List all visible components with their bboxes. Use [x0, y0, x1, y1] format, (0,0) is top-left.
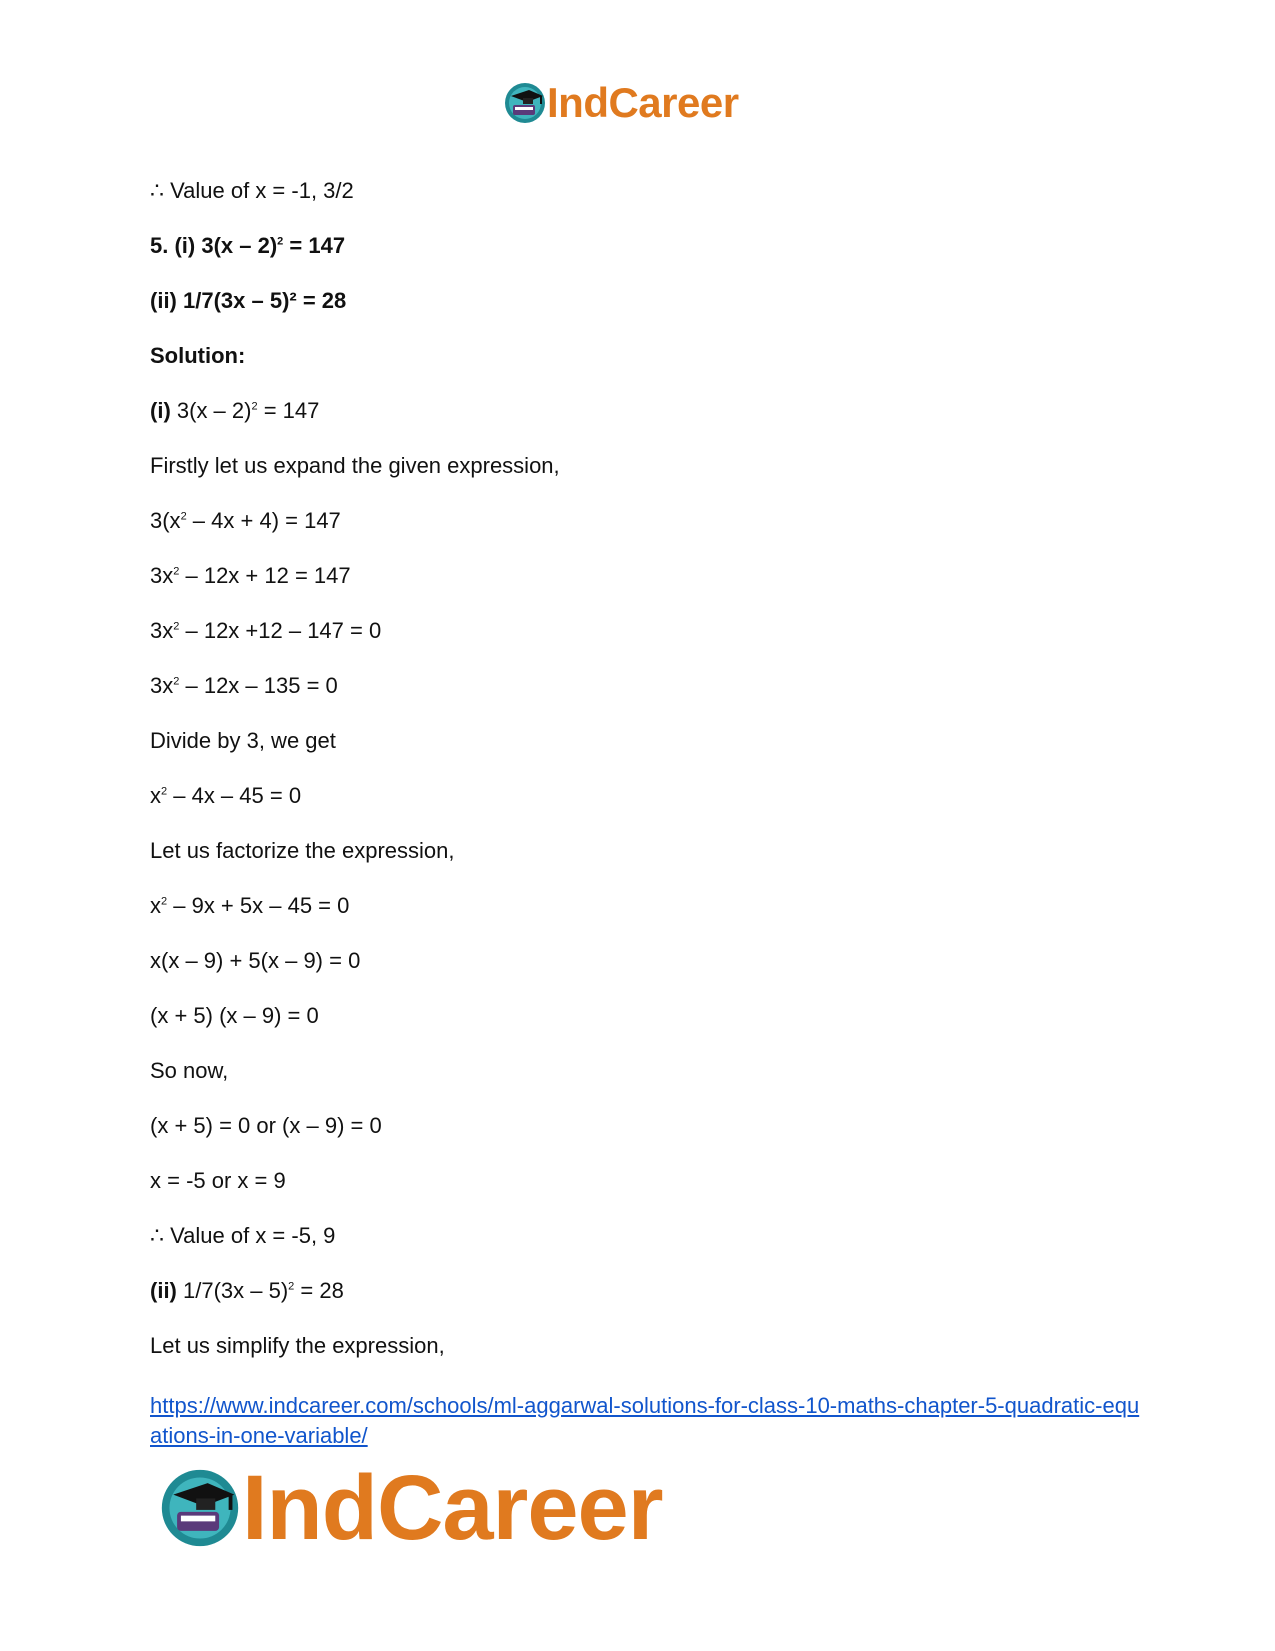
text-line: Let us simplify the expression, [150, 1333, 445, 1358]
document-body [150, 176, 1140, 1386]
question-heading: 5. (i) 3(x – 2)$^2$ = 147 [150, 233, 346, 258]
source-url-link[interactable]: https://www.indcareer.com/schools/ml-aggarwal-solutions-for-class-10-maths-chapter-5-quadratic-equations-in-one-variable/ [150, 1393, 1140, 1448]
text-line: Let us factorize the expression, [150, 838, 455, 863]
graduation-cap-book-icon [503, 81, 547, 125]
math-line: $3x^2 - 12x +12 - 147 = 0$ [150, 618, 382, 643]
math-line: (i) 3(x – 2)$^2$ = 147 [150, 398, 320, 423]
text-line: ∴ Value of x = -1, 3/2 [150, 178, 354, 203]
text-line: Divide by 3, we get [150, 728, 336, 753]
text-line: Firstly let us expand the given expression, [150, 453, 560, 478]
indcareer-logo-top [503, 78, 739, 128]
math-line: (x + 5) = 0 or (x – 9) = 0 [150, 1113, 382, 1138]
math-line: $x^2 - 4x - 45 = 0$ [150, 783, 302, 808]
graduation-cap-book-icon [158, 1466, 242, 1550]
text-line: So now, [150, 1058, 229, 1083]
math-line: $3(x^2 - 4x + 4) = 147$ [150, 508, 341, 533]
brand-wordmark: IndCareer [242, 1457, 663, 1559]
math-line: x = -5 or x = 9 [150, 1168, 286, 1193]
solution-heading: Solution: [150, 343, 246, 368]
indcareer-logo-bottom [158, 1458, 663, 1558]
math-line: (x + 5) (x – 9) = 0 [150, 1003, 319, 1028]
math-line: $3x^2 - 12x + 12 = 147$ [150, 563, 351, 588]
text-line: ∴ Value of x = -5, 9 [150, 1223, 336, 1248]
brand-wordmark: IndCareer [547, 79, 739, 126]
math-line: x(x – 9) + 5(x – 9) = 0 [150, 948, 361, 973]
question-heading: (ii) 1/7(3x – 5)² = 28 [150, 288, 347, 313]
math-line: (ii) 1/7(3x – 5)$^2$ = 28 [150, 1278, 344, 1303]
math-line: $3x^2 - 12x - 135 = 0$ [150, 673, 338, 698]
math-line: $x^2 - 9x + 5x - 45 = 0$ [150, 893, 350, 918]
